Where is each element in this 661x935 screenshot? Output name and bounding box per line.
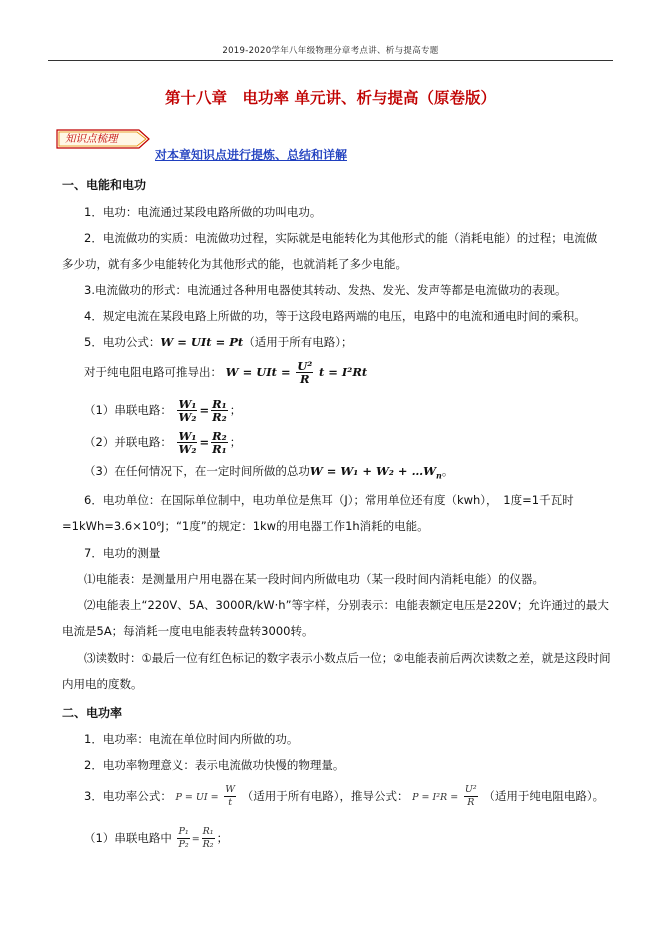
formula-line — [84, 360, 367, 385]
section-subtitle: 对本章知识点进行提炼、总结和详解 — [155, 148, 348, 162]
text: （3）在任何情况下，在一定时间所做的总功 — [84, 464, 310, 478]
text: （适用于所有电路），推导公式： — [241, 789, 409, 803]
formula: P = I²R = — [412, 792, 459, 803]
denominator: t — [228, 797, 233, 808]
numerator: U² — [297, 359, 313, 373]
text: ； — [229, 435, 242, 449]
paragraph: 1．电功：电流通过某段电路所做的功叫电功。 — [84, 205, 322, 219]
fraction — [177, 826, 189, 851]
numerator: R₁ — [202, 826, 214, 837]
formula: W = UIt = — [225, 365, 291, 379]
fraction — [177, 430, 197, 455]
fraction — [296, 360, 313, 385]
equals: = — [199, 435, 210, 449]
formula-line — [84, 784, 604, 809]
paragraph: 2．电流做功的实质：电流做功过程，实际就是电能转化为其他形式的能（消耗电能）的过程；电流做 — [84, 231, 598, 245]
paragraph: 4．规定电流在某段电路上所做的功，等于这段电路两端的电压，电路中的电流和通电时间的乘积。 — [84, 309, 586, 323]
section-heading-2: 二、电功率 — [62, 706, 123, 720]
formula-line — [84, 334, 352, 350]
denominator: R₁ — [212, 442, 227, 456]
numerator: P₁ — [178, 826, 189, 837]
running-header: 2019-2020学年八年级物理分章考点讲、析与提高专题 — [222, 46, 439, 56]
text: 。 — [441, 464, 454, 478]
equals: = — [199, 403, 210, 417]
paragraph: 电流是5A；每消耗一度电电能表转盘转3000转。 — [62, 624, 314, 638]
text: 对于纯电阻电路可推导出： — [84, 365, 222, 379]
fraction — [202, 826, 215, 851]
denominator: W₂ — [178, 442, 197, 456]
text: （1）串联电路中 — [84, 831, 172, 845]
denominator: R₂ — [212, 410, 227, 424]
numerator: W₁ — [178, 429, 197, 443]
knowledge-badge — [55, 127, 151, 149]
paragraph: 2．电功率物理意义：表示电流做功快慢的物理量。 — [84, 758, 345, 772]
fraction — [464, 784, 478, 809]
paragraph: 3.电流做功的形式：电流通过各种用电器使其转动、发热、发光、发声等都是电流做功的表现。 — [84, 283, 567, 297]
fraction — [211, 430, 228, 455]
header-rule — [48, 60, 613, 61]
paragraph: 内用电的度数。 — [62, 677, 143, 691]
text: 5．电功公式： — [84, 335, 161, 349]
paragraph: 7．电功的测量 — [84, 546, 161, 560]
denominator: R₂ — [202, 839, 214, 850]
formula-line — [84, 463, 453, 483]
denominator: R — [467, 797, 475, 808]
denominator: W₂ — [178, 410, 197, 424]
paragraph: =1kWh=3.6×10⁶J；“1度”的规定：1kw的用电器工作1h消耗的电能。 — [62, 519, 429, 533]
text: （1）串联电路： — [84, 403, 172, 417]
text: （适用于纯电阻电路）。 — [483, 789, 605, 803]
text: ； — [229, 403, 242, 417]
numerator: R₁ — [212, 397, 227, 411]
fraction — [177, 398, 197, 423]
paragraph: 6．电功单位：在国际单位制中，电功单位是焦耳（J）；常用单位还有度（kwh）， 1度=1千瓦时 — [84, 493, 574, 507]
numerator: W₁ — [178, 397, 197, 411]
text: （适用于所有电路）； — [243, 335, 353, 349]
text: ； — [216, 831, 229, 845]
paragraph: ⑶读数时：①最后一位有红色标记的数字表示小数点后一位；②电能表前后两次读数之差，就是这段时间 — [84, 651, 611, 665]
fraction — [224, 784, 236, 809]
denominator: R — [299, 372, 310, 386]
numerator: R₂ — [212, 429, 227, 443]
formula-line — [84, 398, 241, 423]
numerator: U² — [464, 784, 477, 795]
paragraph: 1．电功率：电流在单位时间内所做的功。 — [84, 732, 299, 746]
paragraph: ⑵电能表上“220V、5A、3000R/kW·h”等字样，分别表示：电能表额定电压是220V；允许通过的最大 — [84, 598, 609, 612]
page-title: 第十八章 电功率 单元讲、析与提高（原卷版） — [165, 89, 496, 107]
formula-line — [84, 826, 228, 851]
section-heading-1: 一、电能和电功 — [62, 178, 147, 192]
text: （2）并联电路： — [84, 435, 172, 449]
formula: t = I²Rt — [318, 365, 368, 379]
text: 3．电功率公式： — [84, 789, 172, 803]
formula: W = UIt = Pt — [160, 335, 244, 349]
formula: W = W₁ + W₂ + …W — [309, 464, 436, 478]
badge-label: 知识点梳理 — [65, 133, 118, 145]
fraction — [211, 398, 228, 423]
equals: = — [191, 834, 200, 845]
formula: P = UI = — [175, 792, 219, 803]
paragraph: ⑴电能表：是测量用户用电器在某一段时间内所做电功（某一段时间内消耗电能）的仪器。 — [84, 572, 544, 586]
numerator: W — [225, 784, 236, 795]
denominator: P₂ — [178, 839, 189, 850]
subscript: n — [436, 470, 442, 481]
formula-line — [84, 430, 241, 455]
paragraph: 多少功，就有多少电能转化为其他形式的能，也就消耗了多少电能。 — [62, 257, 407, 271]
